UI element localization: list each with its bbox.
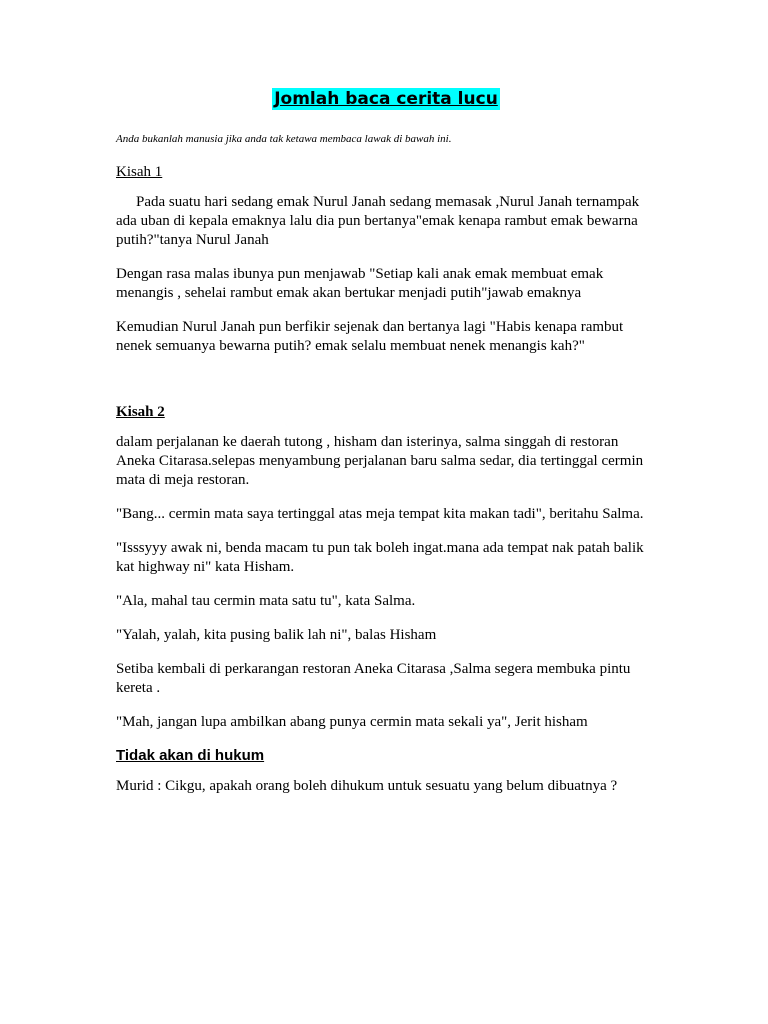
spacer: [116, 371, 656, 403]
title-wrap: [116, 88, 656, 110]
story-2-paragraph: Setiba kembali di perkarangan restoran Aneka Citarasa ,Salma segera membuka pintu kereta .: [116, 661, 631, 696]
story-1-paragraph: Dengan rasa malas ibunya pun menjawab "Setiap kali anak emak membuat emak menangis , sehelai rambut emak akan bertukar menjadi putih"jawab emaknya: [116, 266, 604, 301]
story-2-paragraph: dalam perjalanan ke daerah tutong , hisham dan isterinya, salma singgah di restoran Aneka Citarasa.selepas menyambung perjalanan baru salma sedar, dia tertinggal cermin mata di meja restoran.: [116, 434, 644, 488]
story-2-paragraph: "Isssyyy awak ni, benda macam tu pun tak boleh ingat.mana ada tempat nak patah balik kat highway ni" kata Hisham.: [116, 540, 644, 575]
story-1-paragraph: Kemudian Nurul Janah pun berfikir sejenak dan bertanya lagi "Habis kenapa rambut nenek semuanya bewarna putih? emak selalu membuat nenek menangis kah?": [116, 319, 624, 354]
story-2-paragraph: "Ala, mahal tau cermin mata satu tu", kata Salma.: [116, 593, 416, 609]
document-page: [116, 88, 656, 811]
story-2-paragraph: "Mah, jangan lupa ambilkan abang punya cermin mata sekali ya", Jerit hisham: [116, 714, 588, 730]
story-heading-tidak-akan-di-hukum: Tidak akan di hukum: [116, 747, 265, 764]
intro-text: Anda bukanlah manusia jika anda tak ketawa membaca lawak di bawah ini.: [116, 133, 452, 145]
story-heading-kisah-1: Kisah 1: [116, 164, 163, 180]
story-heading-kisah-2: Kisah 2: [116, 404, 165, 420]
story-3-paragraph: Murid : Cikgu, apakah orang boleh dihukum untuk sesuatu yang belum dibuatnya ?: [116, 778, 618, 794]
story-2-paragraph: "Yalah, yalah, kita pusing balik lah ni", balas Hisham: [116, 627, 437, 643]
story-1-paragraph: Pada suatu hari sedang emak Nurul Janah sedang memasak ,Nurul Janah ternampak ada uban di kepala emaknya lalu dia pun bertanya"emak kenapa rambut emak bewarna putih?"tanya Nurul Janah: [116, 194, 640, 248]
document-title: Jomlah baca cerita lucu: [274, 89, 498, 109]
story-2-paragraph: "Bang... cermin mata saya tertinggal atas meja tempat kita makan tadi", beritahu Salma.: [116, 506, 644, 522]
